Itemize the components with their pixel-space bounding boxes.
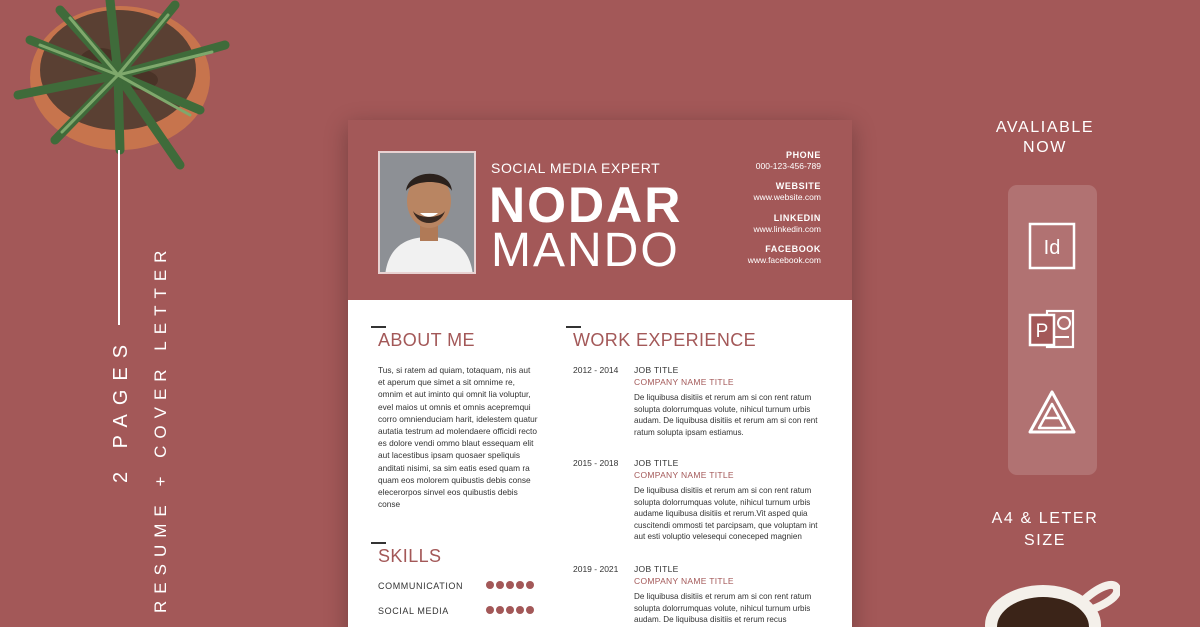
contact-label: FACEBOOK (765, 244, 821, 254)
availability-line: AVALIABLE (995, 119, 1095, 136)
availability-line: NOW (1023, 139, 1067, 156)
contact-label: LINKEDIN (773, 213, 821, 223)
rating-dot (516, 581, 524, 589)
company-name: COMPANY NAME TITLE (634, 470, 734, 480)
size-line: A4 & LETER (991, 510, 1099, 527)
contact-facebook (748, 244, 821, 266)
skill-rating (486, 581, 534, 589)
rating-dot (516, 606, 524, 614)
rating-dot (496, 581, 504, 589)
rating-dot (526, 581, 534, 589)
contact-value: 000-123-456-789 (755, 161, 821, 171)
job-years: 2015 - 2018 (573, 458, 619, 468)
powerpoint-glyph: P (1035, 321, 1049, 342)
pages-count-text: 2 PAGES (110, 335, 132, 483)
section-dash (371, 326, 386, 328)
skill-name: COMMUNICATION (378, 581, 464, 591)
contact-linkedin (753, 213, 821, 235)
first-name: NODAR (489, 177, 683, 233)
skill-rating (486, 606, 534, 614)
profile-photo (378, 151, 476, 274)
about-me-heading: ABOUT ME (378, 330, 475, 350)
rating-dot (496, 606, 504, 614)
rating-dot (506, 606, 514, 614)
size-heading (990, 508, 1100, 552)
indesign-icon (1027, 221, 1077, 271)
resume-sheet (348, 120, 852, 627)
indesign-glyph: Id (1043, 237, 1061, 259)
contact-value: www.facebook.com (747, 255, 821, 265)
rating-dot (486, 581, 494, 589)
resume-header (348, 120, 852, 300)
powerpoint-icon (1027, 304, 1077, 354)
job-years: 2019 - 2021 (573, 564, 619, 574)
company-name: COMPANY NAME TITLE (634, 576, 734, 586)
contact-website (753, 181, 821, 203)
contact-phone (756, 150, 821, 172)
section-dash (371, 542, 386, 544)
job-title: JOB TITLE (634, 564, 679, 574)
divider-line (118, 150, 120, 325)
job-description: De liquibusa disitiis et rerum am si con rent ratum solupta dolorrumquas volute, nihicul turnum urbis audam. De liquibusa disitiis et rerum recus (634, 592, 812, 624)
contact-value: www.linkedin.com (753, 224, 821, 234)
contact-value: www.website.com (753, 192, 821, 202)
job-description: De liquibusa disitiis et rerum am si con rent ratum solupta dolorrumquas volute, nihicul turnum urbis audam. De liquibusa disitiis et rerum am si con rent ratum solupta ipsam estiamus. (634, 393, 818, 437)
affinity-icon (1027, 388, 1077, 438)
job-role: SOCIAL MEDIA EXPERT (491, 160, 661, 176)
company-name: COMPANY NAME TITLE (634, 377, 734, 387)
about-me-text: Tus, si ratem ad quiam, totaquam, nis aut et aperum que simet a sit omnime re, omnim et aut iminto qui omnit lia voluptur, evel maios ut omnis et omnis acepremqui corro omnienduciam harit, idelestem quatur autatia testrum ad molendaere officidi recto es dolore vendi ommo blaut essequam elit aut lacestibus ipsam quosaer speliquis anditati nisimi, sa sim eatis esed quam ra quam eos molorem quibustis debis conse elecerorpos sinvel eos quibustis debis conse (378, 365, 538, 510)
rating-dot (526, 606, 534, 614)
size-line: SIZE (1024, 532, 1066, 549)
rating-dot (506, 581, 514, 589)
job-years: 2012 - 2014 (573, 365, 619, 375)
contact-label: WEBSITE (775, 181, 821, 191)
skill-name: SOCIAL MEDIA (378, 606, 449, 616)
potted-plant-image (0, 0, 240, 190)
last-name: MANDO (491, 224, 680, 277)
availability-heading (990, 118, 1100, 158)
resume-cover-letter-text: RESUME + COVER LETTER (151, 243, 170, 613)
work-experience-heading: WORK EXPERIENCE (573, 330, 757, 350)
job-description: De liquibusa disitiis et rerum am si con rent ratum solupta dolorrumquas volute, nihicul turnum urbis audame liquibusa disitiis et rerum.Vit asped quia cuscitendi ommosti tet parcipsam, que voluptam int aut esti voluptio velesequi coneceped magnien (634, 486, 818, 541)
job-title: JOB TITLE (634, 365, 679, 375)
job-title: JOB TITLE (634, 458, 679, 468)
section-dash (566, 326, 581, 328)
rating-dot (486, 606, 494, 614)
contact-label: PHONE (785, 150, 821, 160)
coffee-cup-image (985, 575, 1120, 627)
skills-heading: SKILLS (378, 546, 442, 566)
